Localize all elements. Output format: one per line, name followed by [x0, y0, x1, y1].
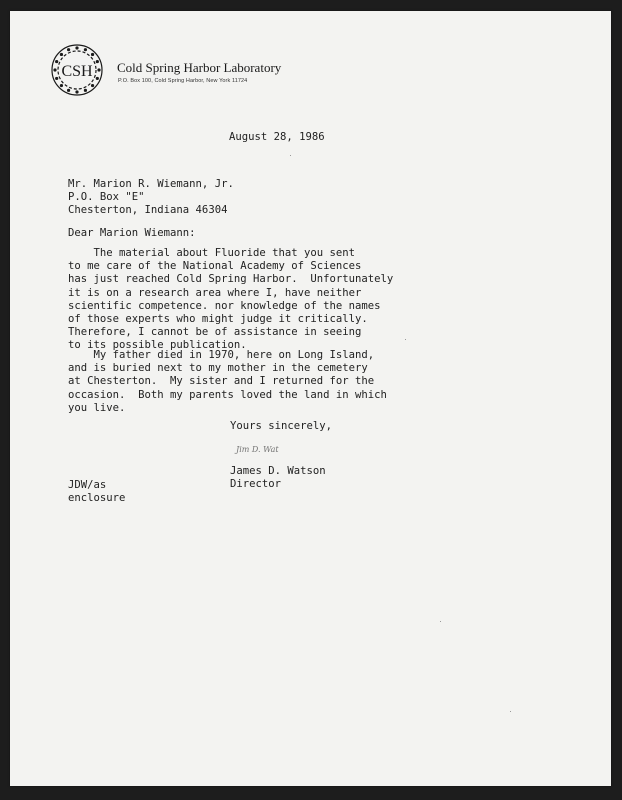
logo-text: CSH: [61, 63, 93, 80]
organization-address: P.O. Box 100, Cold Spring Harbor, New York 11724: [118, 78, 248, 84]
signer-title: Director: [230, 478, 282, 491]
logo-bead: [67, 89, 70, 92]
logo-bead: [96, 60, 99, 63]
signer-name: James D. Watson: [230, 465, 326, 477]
signer-block: [230, 465, 326, 491]
recipient-line: P.O. Box "E": [68, 191, 145, 204]
letter-date: August 28, 1986: [229, 131, 325, 143]
logo-bead: [84, 48, 87, 51]
paragraph-line: The material about Fluoride that you sent: [68, 247, 356, 259]
salutation: Dear Marion Wiemann:: [68, 227, 196, 239]
paragraph-line: and is buried next to my mother in the cemetery: [68, 362, 368, 375]
csh-logo: [46, 39, 108, 101]
reference-initials: JDW/as: [68, 479, 107, 491]
logo-bead: [67, 48, 70, 51]
logo-bead: [75, 46, 78, 49]
paragraph-line: My father died in 1970, here on Long Island,: [68, 349, 375, 361]
logo-bead: [60, 84, 63, 87]
logo-bead: [53, 68, 56, 71]
paragraph-1: [68, 247, 393, 353]
paragraph-line: Therefore, I cannot be of assistance in seeing: [68, 326, 362, 339]
recipient-line: Chesterton, Indiana 46304: [68, 204, 228, 217]
paper-speck: [405, 339, 406, 340]
handwritten-signature: Jim D. Wat: [236, 445, 279, 454]
logo-bead: [55, 77, 58, 80]
enclosure-note: enclosure: [68, 492, 126, 505]
paragraph-line: to me care of the National Academy of Sciences: [68, 260, 362, 273]
recipient-line: Mr. Marion R. Wiemann, Jr.: [68, 178, 234, 190]
recipient-address: [68, 178, 234, 218]
paragraph-line: of those experts who might judge it critically.: [68, 313, 368, 326]
closing: Yours sincerely,: [230, 420, 333, 432]
logo-bead: [55, 60, 58, 63]
paragraph-line: at Chesterton. My sister and I returned for the: [68, 375, 375, 388]
paper-speck: [290, 155, 291, 156]
logo-bead: [91, 84, 94, 87]
logo-bead: [96, 77, 99, 80]
reference-block: [68, 479, 125, 505]
paragraph-line: has just reached Cold Spring Harbor. Unfortunately: [68, 273, 394, 286]
paragraph-line: scientific competence. nor knowledge of the names: [68, 299, 381, 312]
logo-bead: [75, 90, 78, 93]
logo-bead: [91, 53, 94, 56]
paragraph-line: to its possible publication.: [68, 339, 247, 352]
letter-page: [10, 11, 611, 786]
logo-bead: [84, 89, 87, 92]
paragraph-line: it is on a research area where I, have neither: [68, 286, 362, 299]
logo-bead: [97, 68, 100, 71]
paper-speck: [510, 711, 511, 712]
paper-speck: [440, 621, 441, 622]
paragraph-line: occasion. Both my parents loved the land in which: [68, 388, 387, 401]
paragraph-line: you live.: [68, 401, 126, 414]
paragraph-2: [68, 349, 387, 415]
logo-bead: [60, 53, 63, 56]
organization-name: Cold Spring Harbor Laboratory: [117, 60, 282, 75]
